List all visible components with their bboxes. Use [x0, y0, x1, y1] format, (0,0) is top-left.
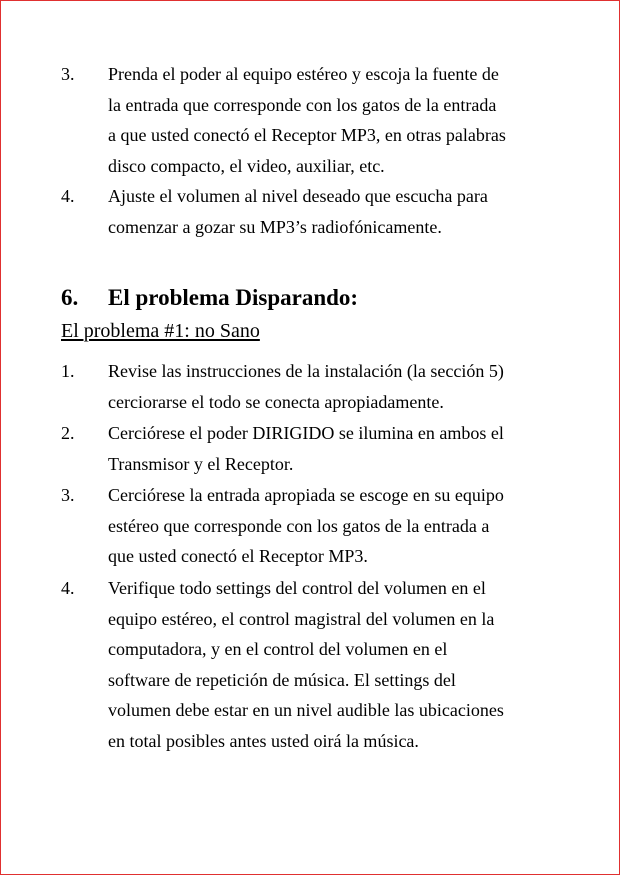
- text-line: cerciorarse el todo se conecta apropiadamente.: [108, 391, 444, 412]
- text-line: computadora, y en el control del volumen en el: [108, 639, 448, 660]
- text-line: a que usted conectó el Receptor MP3, en otras palabras: [108, 125, 506, 146]
- text-line: Ajuste el volumen al nivel deseado que escucha para: [108, 186, 488, 206]
- list-item-number: 4.: [61, 578, 75, 598]
- text-line: estéreo que corresponde con los gatos de la entrada a: [108, 515, 490, 536]
- list-item-number: 4.: [61, 186, 75, 206]
- text-line: Cerciórese la entrada apropiada se escoge en su equipo: [108, 485, 504, 505]
- list-item-text: [108, 59, 578, 181]
- section-number: 6.: [61, 285, 79, 310]
- text-line: Verifique todo settings del control del volumen en el: [108, 578, 486, 598]
- text-line: equipo estéreo, el control magistral del volumen en la: [108, 608, 495, 629]
- text-line: Prenda el poder al equipo estéreo y escoja la fuente de: [108, 64, 499, 84]
- text-line: software de repetición de música. El settings del: [108, 669, 456, 690]
- list-item-number: 3.: [61, 485, 75, 505]
- problem-subheading: El problema #1: no Sano: [61, 320, 260, 342]
- text-line: comenzar a gozar su MP3’s radiofónicamente.: [108, 216, 442, 237]
- list-item-text: [108, 480, 578, 572]
- text-line: Cerciórese el poder DIRIGIDO se ilumina en ambos el: [108, 423, 504, 443]
- text-line: la entrada que corresponde con los gatos de la entrada: [108, 94, 497, 115]
- list-item-text: [108, 418, 578, 479]
- text-line: Transmisor y el Receptor.: [108, 453, 294, 474]
- text-line: Revise las instrucciones de la instalación (la sección 5): [108, 361, 504, 381]
- text-line: que usted conectó el Receptor MP3.: [108, 546, 368, 567]
- text-line: en total posibles antes usted oirá la música.: [108, 730, 419, 751]
- list-item-number: 3.: [61, 64, 75, 84]
- list-item-number: 2.: [61, 423, 75, 443]
- section-title: El problema Disparando:: [108, 285, 359, 310]
- text-line: disco compacto, el video, auxiliar, etc.: [108, 155, 385, 176]
- list-item-text: [108, 181, 578, 242]
- list-item-number: 1.: [61, 361, 75, 381]
- list-item-text: [108, 356, 578, 417]
- text-line: volumen debe estar en un nivel audible las ubicaciones: [108, 700, 504, 721]
- list-item-text: [108, 573, 578, 757]
